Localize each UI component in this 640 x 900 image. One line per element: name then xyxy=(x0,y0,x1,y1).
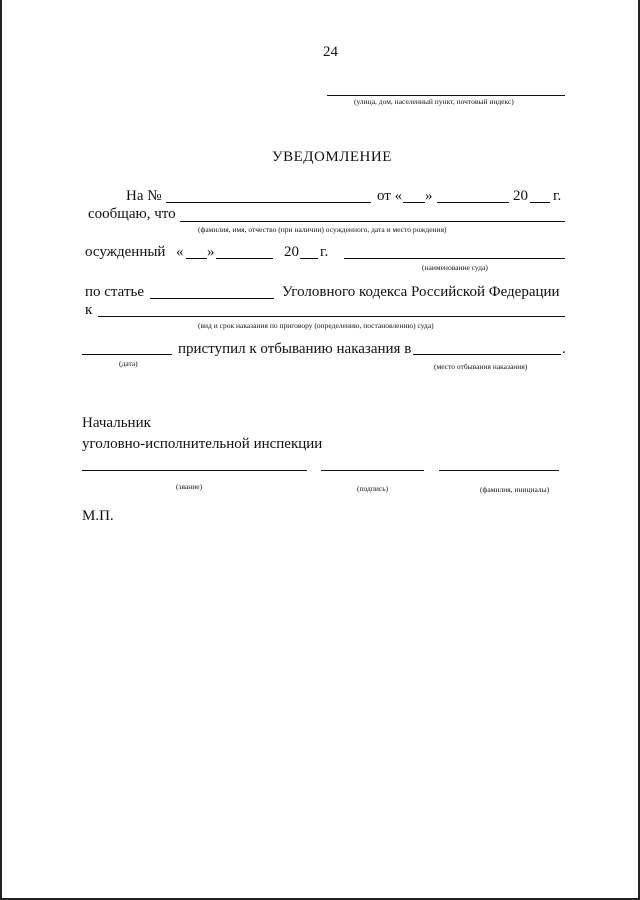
name-line xyxy=(180,221,565,222)
period-mark: . xyxy=(562,341,566,357)
address-line xyxy=(327,95,565,96)
place-line xyxy=(413,354,561,355)
g-label-3: г. xyxy=(320,244,329,260)
day-line xyxy=(403,202,425,203)
na-no-label: На № xyxy=(126,188,162,204)
year-label-3: 20 xyxy=(284,244,299,260)
sentence-caption: (вид и срок наказания по приговору (определению, постановлению) суда) xyxy=(198,321,434,330)
close-quote-3: » xyxy=(207,244,215,260)
court-caption: (наименование суда) xyxy=(422,263,488,272)
pristupil-label: приступил к отбыванию наказания в xyxy=(178,341,412,357)
position-line-1: Начальник xyxy=(82,415,151,431)
ot-label: от « xyxy=(377,188,403,204)
year-label-1: 20 xyxy=(513,188,528,204)
article-line xyxy=(150,298,274,299)
signature-caption: (подпись) xyxy=(357,484,389,493)
code-label: Уголовного кодекса Российской Федерации xyxy=(282,284,560,300)
sentence-line xyxy=(98,316,565,317)
date-line xyxy=(82,354,172,355)
po-state-label: по статье xyxy=(85,284,144,300)
month-line-3 xyxy=(216,258,273,259)
full-name-caption: (фамилия, инициалы) xyxy=(480,485,550,494)
soobshchayu-label: сообщаю, что xyxy=(88,206,176,222)
court-line xyxy=(344,258,565,259)
date-caption: (дата) xyxy=(119,359,138,368)
document-title: УВЕДОМЛЕНИЕ xyxy=(272,149,392,165)
month-line xyxy=(437,202,509,203)
number-line xyxy=(166,202,371,203)
full-name-line xyxy=(439,470,559,471)
rank-line xyxy=(82,470,307,471)
stamp-label: М.П. xyxy=(82,508,114,524)
place-caption: (место отбывания наказания) xyxy=(434,362,528,371)
year-line-1 xyxy=(530,202,550,203)
name-caption: (фамилия, имя, отчество (при наличии) осужденного, дата и место рождения) xyxy=(198,225,447,234)
page-number: 24 xyxy=(323,44,338,60)
open-quote-3: « xyxy=(176,244,184,260)
g-label-1: г. xyxy=(553,188,562,204)
address-caption: (улица, дом, населенный пункт, почтовый индекс) xyxy=(354,97,514,106)
k-label: к xyxy=(85,302,93,318)
day-line-3 xyxy=(186,258,207,259)
year-line-3 xyxy=(300,258,318,259)
osuzhdenny-label: осужденный xyxy=(85,244,166,260)
signature-line xyxy=(321,470,424,471)
rank-caption: (звание) xyxy=(176,482,203,491)
position-line-2: уголовно-исполнительной инспекции xyxy=(82,436,323,452)
close-quote-1: » xyxy=(425,188,433,204)
